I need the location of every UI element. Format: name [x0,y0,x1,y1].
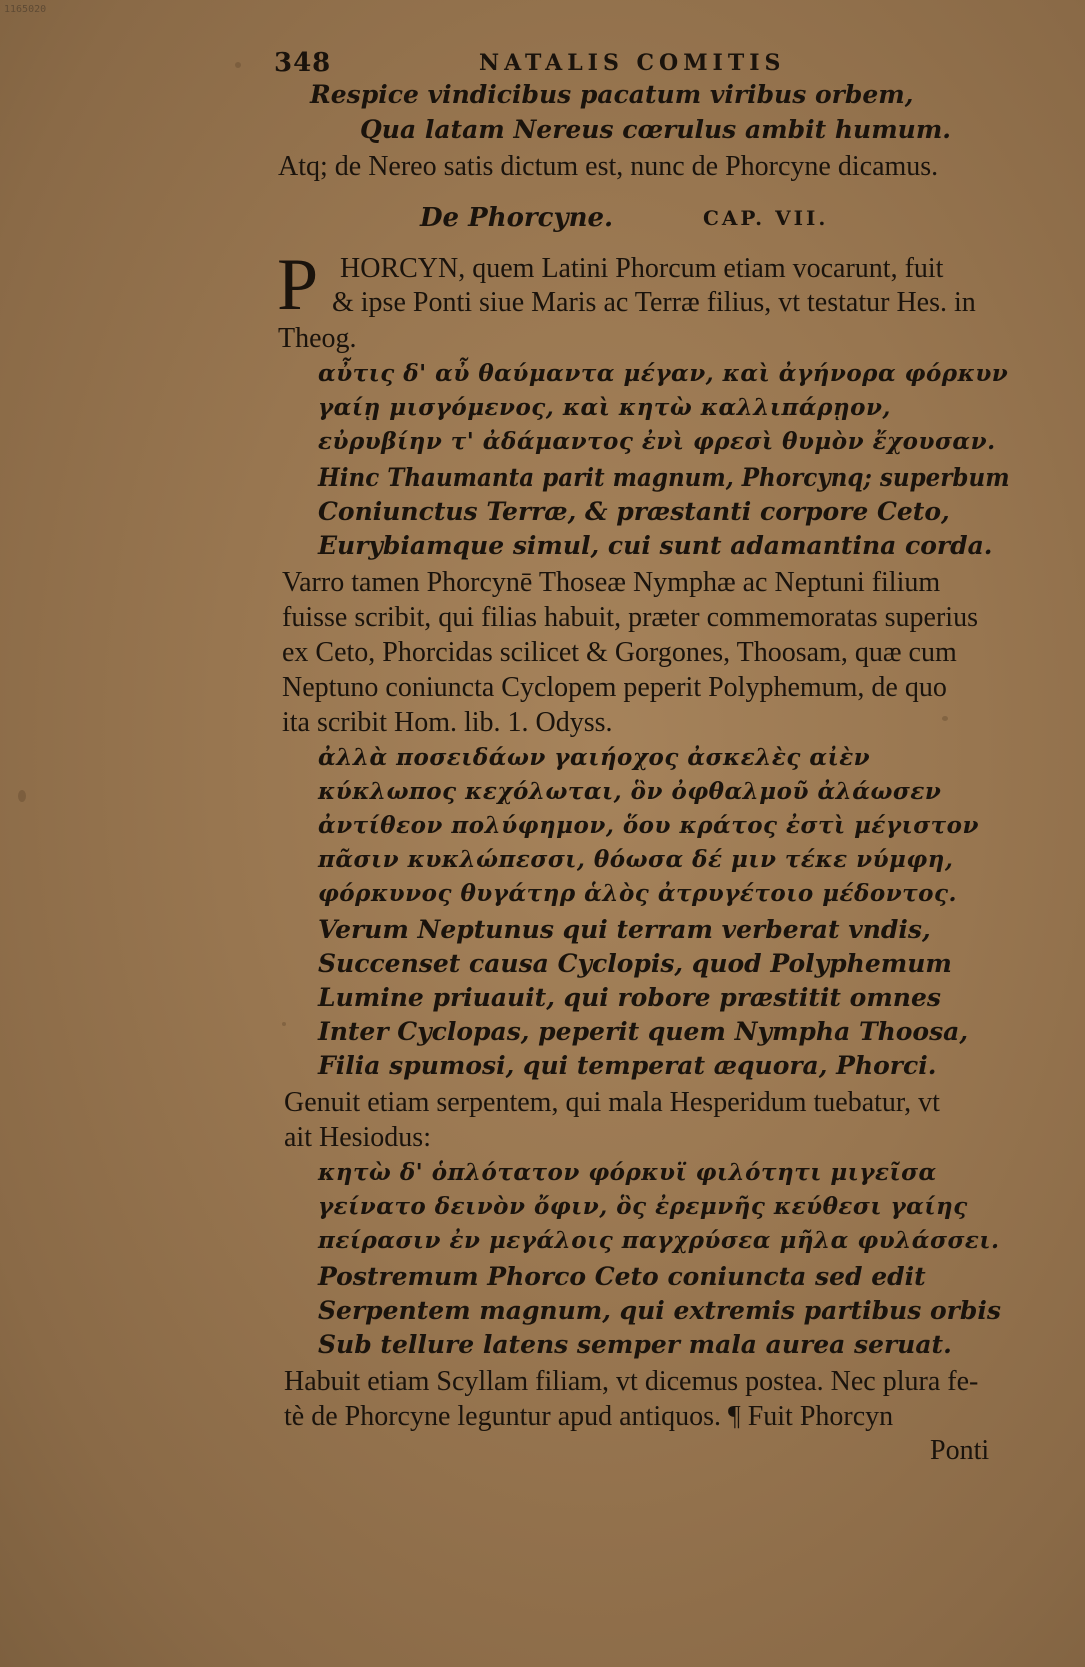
text-line: Habuit etiam Scyllam filiam, vt dicemus postea. Nec plura fe- [284,1366,979,1397]
text-line: εὐρυβίην τ' ἀδάμαντος ἐνὶ φρεσὶ θυμὸν ἔχουσαν. [318,428,996,455]
paper-speck [235,62,241,68]
text-line: Genuit etiam serpentem, qui mala Hesperidum tuebatur, vt [284,1087,940,1118]
text-line: Postremum Phorco Ceto coniuncta sed edit [318,1262,926,1291]
paper-speck [18,790,26,802]
drop-cap: P [277,244,319,326]
paper-speck [942,716,948,721]
text-line: Theog. [278,323,357,354]
text-line: ita scribit Hom. lib. 1. Odyss. [282,707,613,738]
text-line: fuisse scribit, qui filias habuit, præter commemoratas superius [282,602,978,633]
text-line: πᾶσιν κυκλώπεσσι, θόωσα δέ μιν τέκε νύμφη, [318,846,954,873]
running-head: NATALIS COMITIS [479,50,786,76]
text-line: tè de Phorcyne leguntur apud antiquos. ¶ Fuit Phorcyn [284,1401,894,1432]
text-line: Filia spumosi, qui temperat æquora, Phorci. [318,1051,937,1080]
text-line: γαίῃ μισγόμενος, καὶ κητὼ καλλιπάρῃον, [318,394,891,421]
catchword: Ponti [930,1435,990,1466]
text-line: Inter Cyclopas, peperit quem Nympha Thoosa, [318,1017,969,1046]
text-line: Lumine priuauit, qui robore præstitit omnes [318,983,941,1012]
text-line: Eurybiamque simul, cui sunt adamantina corda. [318,531,993,560]
text-line: Hinc Thaumanta parit magnum, Phorcynq; superbum [318,463,1010,492]
text-line: ex Ceto, Phorcidas scilicet & Gorgones, Thoosam, quæ cum [282,637,957,668]
text-line: ἀλλὰ ποσειδάων γαιήοχος ἀσκελὲς αἰὲν [318,744,871,771]
text-line: Verum Neptunus qui terram verberat vndis, [318,915,931,944]
text-line: Coniunctus Terræ, & præstanti corpore Ceto, [318,497,950,526]
chapter-label: CAP. VII. [703,206,829,230]
text-line: φόρκυνος θυγάτηρ ἁλὸς ἀτρυγέτοιο μέδοντος. [318,880,957,907]
text-line: Sub tellure latens semper mala aurea seruat. [318,1330,952,1359]
text-line: κητὼ δ' ὁπλότατον φόρκυϊ φιλότητι μιγεῖσα [318,1159,937,1186]
text-line: Respice vindicibus pacatum viribus orbem, [310,80,914,109]
text-line: Atq; de Nereo satis dictum est, nunc de Phorcyne dicamus. [278,151,939,182]
paper-speck [282,1022,286,1026]
section-title: De Phorcyne. [420,203,614,233]
text-line: ἀντίθεον πολύφημον, ὅου κράτος ἐστὶ μέγιστον [318,812,979,839]
text-line: πείρασιν ἐν μεγάλοις παγχρύσεα μῆλα φυλάσσει. [318,1227,1000,1254]
scan-id: 1165020 [4,4,47,15]
text-line: Qua latam Nereus cœrulus ambit humum. [360,115,951,144]
text-line: γείνατο δεινὸν ὄφιν, ὃς ἐρεμνῆς κεύθεσι γαίης [318,1193,968,1220]
text-line: Serpentem magnum, qui extremis partibus orbis [318,1296,1001,1325]
page-number: 348 [274,48,332,78]
text-line: κύκλωπος κεχόλωται, ὃν ὀφθαλμοῦ ἀλάωσεν [318,778,942,805]
text-line: Neptuno coniuncta Cyclopem peperit Polyphemum, de quo [282,672,947,703]
text-line: αὖτις δ' αὖ θαύμαντα μέγαν, καὶ ἀγήνορα φόρκυν [318,360,1009,387]
text-line: ait Hesiodus: [284,1122,431,1153]
text-line: Varro tamen Phorcynē Thoseæ Nymphæ ac Neptuni filium [282,567,941,598]
text-line: Succenset causa Cyclopis, quod Polyphemum [318,949,952,978]
text-line: & ipse Ponti siue Maris ac Terræ filius, vt testatur Hes. in [332,287,976,318]
text-line: HORCYN, quem Latini Phorcum etiam vocarunt, fuit [340,253,944,284]
